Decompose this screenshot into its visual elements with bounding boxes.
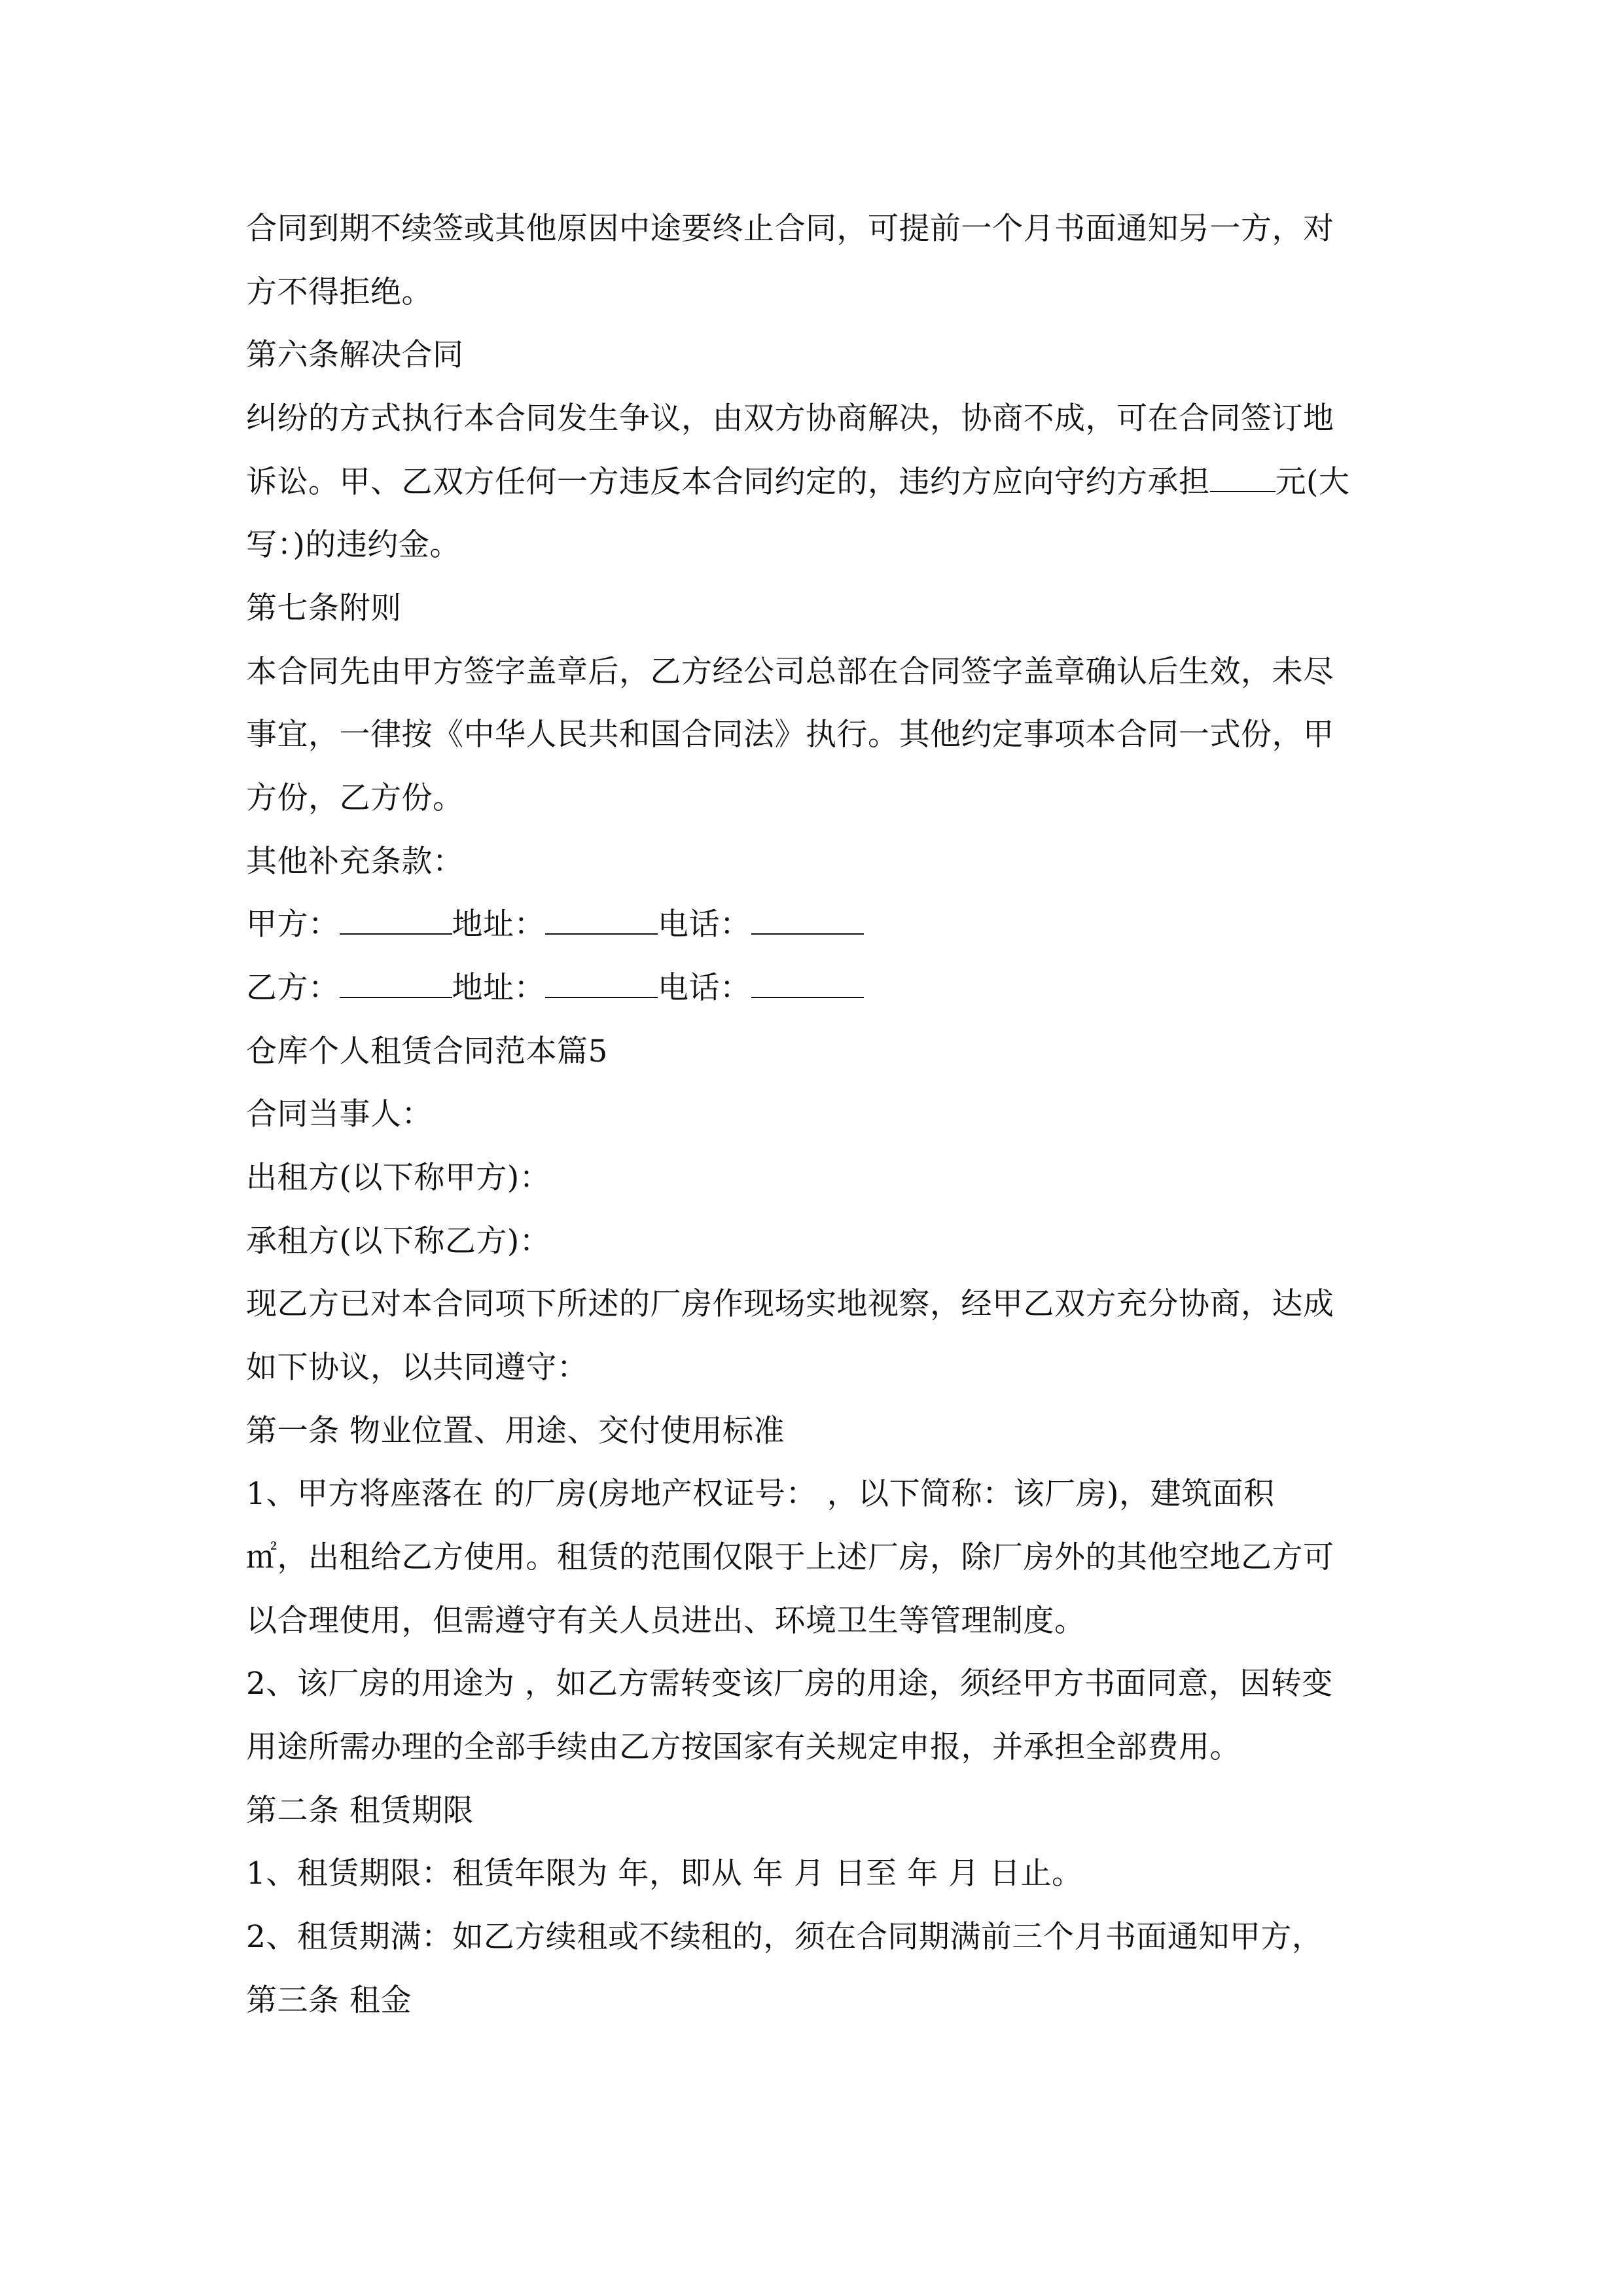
party-b-address-blank [545, 971, 658, 998]
paragraph-line [246, 463, 1349, 502]
party-b-phone-blank [751, 971, 864, 998]
paragraph-line: 方不得拒绝。 [246, 274, 433, 310]
paragraph-line: 方份，乙方份。 [246, 780, 464, 816]
party-b-blank [340, 971, 452, 998]
section-heading: 第七条附则 [246, 590, 402, 626]
paragraph-line: 用途所需办理的全部手续由乙方按国家有关规定申报，并承担全部费用。 [246, 1729, 1241, 1765]
paragraph-line: 事宜，一律按《中华人民共和国合同法》执行。其他约定事项本合同一式份，甲 [246, 717, 1334, 753]
document-title: 仓库个人租赁合同范本篇5 [246, 1033, 608, 1069]
paragraph-line: 2、租赁期满：如乙方续租或不续租的，须在合同期满前三个月书面通知甲方， [246, 1919, 1323, 1955]
paragraph-line: 以合理使用，但需遵守有关人员进出、环境卫生等管理制度。 [246, 1603, 1086, 1639]
paragraph-line: 2、该厂房的用途为 ，如乙方需转变该厂房的用途，须经甲方书面同意，因转变 [246, 1666, 1333, 1702]
paragraph-line: 如下协议，以共同遵守： [246, 1350, 588, 1386]
paragraph-line: ㎡，出租给乙方使用。租赁的范围仅限于上述厂房，除厂房外的其他空地乙方可 [246, 1539, 1334, 1575]
party-a-phone-label: 电话： [658, 906, 751, 942]
party-a-phone-blank [751, 907, 864, 935]
section-heading: 第一条 物业位置、用途、交付使用标准 [246, 1413, 785, 1449]
paragraph-line: 其他补充条款： [246, 844, 464, 880]
paragraph-line: 1、租赁期限：租赁年限为 年，即从 年 月 日至 年 月 日止。 [246, 1856, 1083, 1892]
paragraph-line: 1、甲方将座落在 的厂房(房地产权证号： ，以下简称：该厂房)，建筑面积 [246, 1476, 1275, 1512]
party-a-label: 甲方： [246, 906, 340, 942]
party-a-row [246, 905, 864, 944]
party-a-blank [340, 907, 452, 935]
section-heading: 第三条 租金 [246, 1982, 412, 2018]
paragraph-line: 合同当事人： [246, 1096, 433, 1132]
paragraph-line: 承租方(以下称乙方)： [246, 1223, 551, 1259]
paragraph-text-suffix: 元(大 [1275, 464, 1350, 500]
amount-blank [1210, 465, 1275, 492]
paragraph-line: 本合同先由甲方签字盖章后，乙方经公司总部在合同签字盖章确认后生效，未尽 [246, 654, 1334, 690]
party-b-phone-label: 电话： [658, 970, 751, 1006]
party-a-address-label: 地址： [452, 906, 545, 942]
party-b-label: 乙方： [246, 970, 340, 1006]
section-heading: 第二条 租赁期限 [246, 1793, 474, 1829]
paragraph-line: 现乙方已对本合同项下所述的厂房作现场实地视察，经甲乙双方充分协商，达成 [246, 1286, 1334, 1322]
paragraph-text: 诉讼。甲、乙双方任何一方违反本合同约定的，违约方应向守约方承担 [246, 464, 1210, 500]
paragraph-line: 合同到期不续签或其他原因中途要终止合同，可提前一个月书面通知另一方，对 [246, 211, 1334, 247]
paragraph-line: 写：)的违约金。 [246, 527, 461, 563]
party-a-address-blank [545, 907, 658, 935]
paragraph-line: 出租方(以下称甲方)： [246, 1160, 551, 1196]
section-heading: 第六条解决合同 [246, 337, 464, 373]
party-b-row [246, 969, 864, 1008]
paragraph-line: 纠纷的方式执行本合同发生争议，由双方协商解决，协商不成，可在合同签订地 [246, 401, 1334, 437]
party-b-address-label: 地址： [452, 970, 545, 1006]
